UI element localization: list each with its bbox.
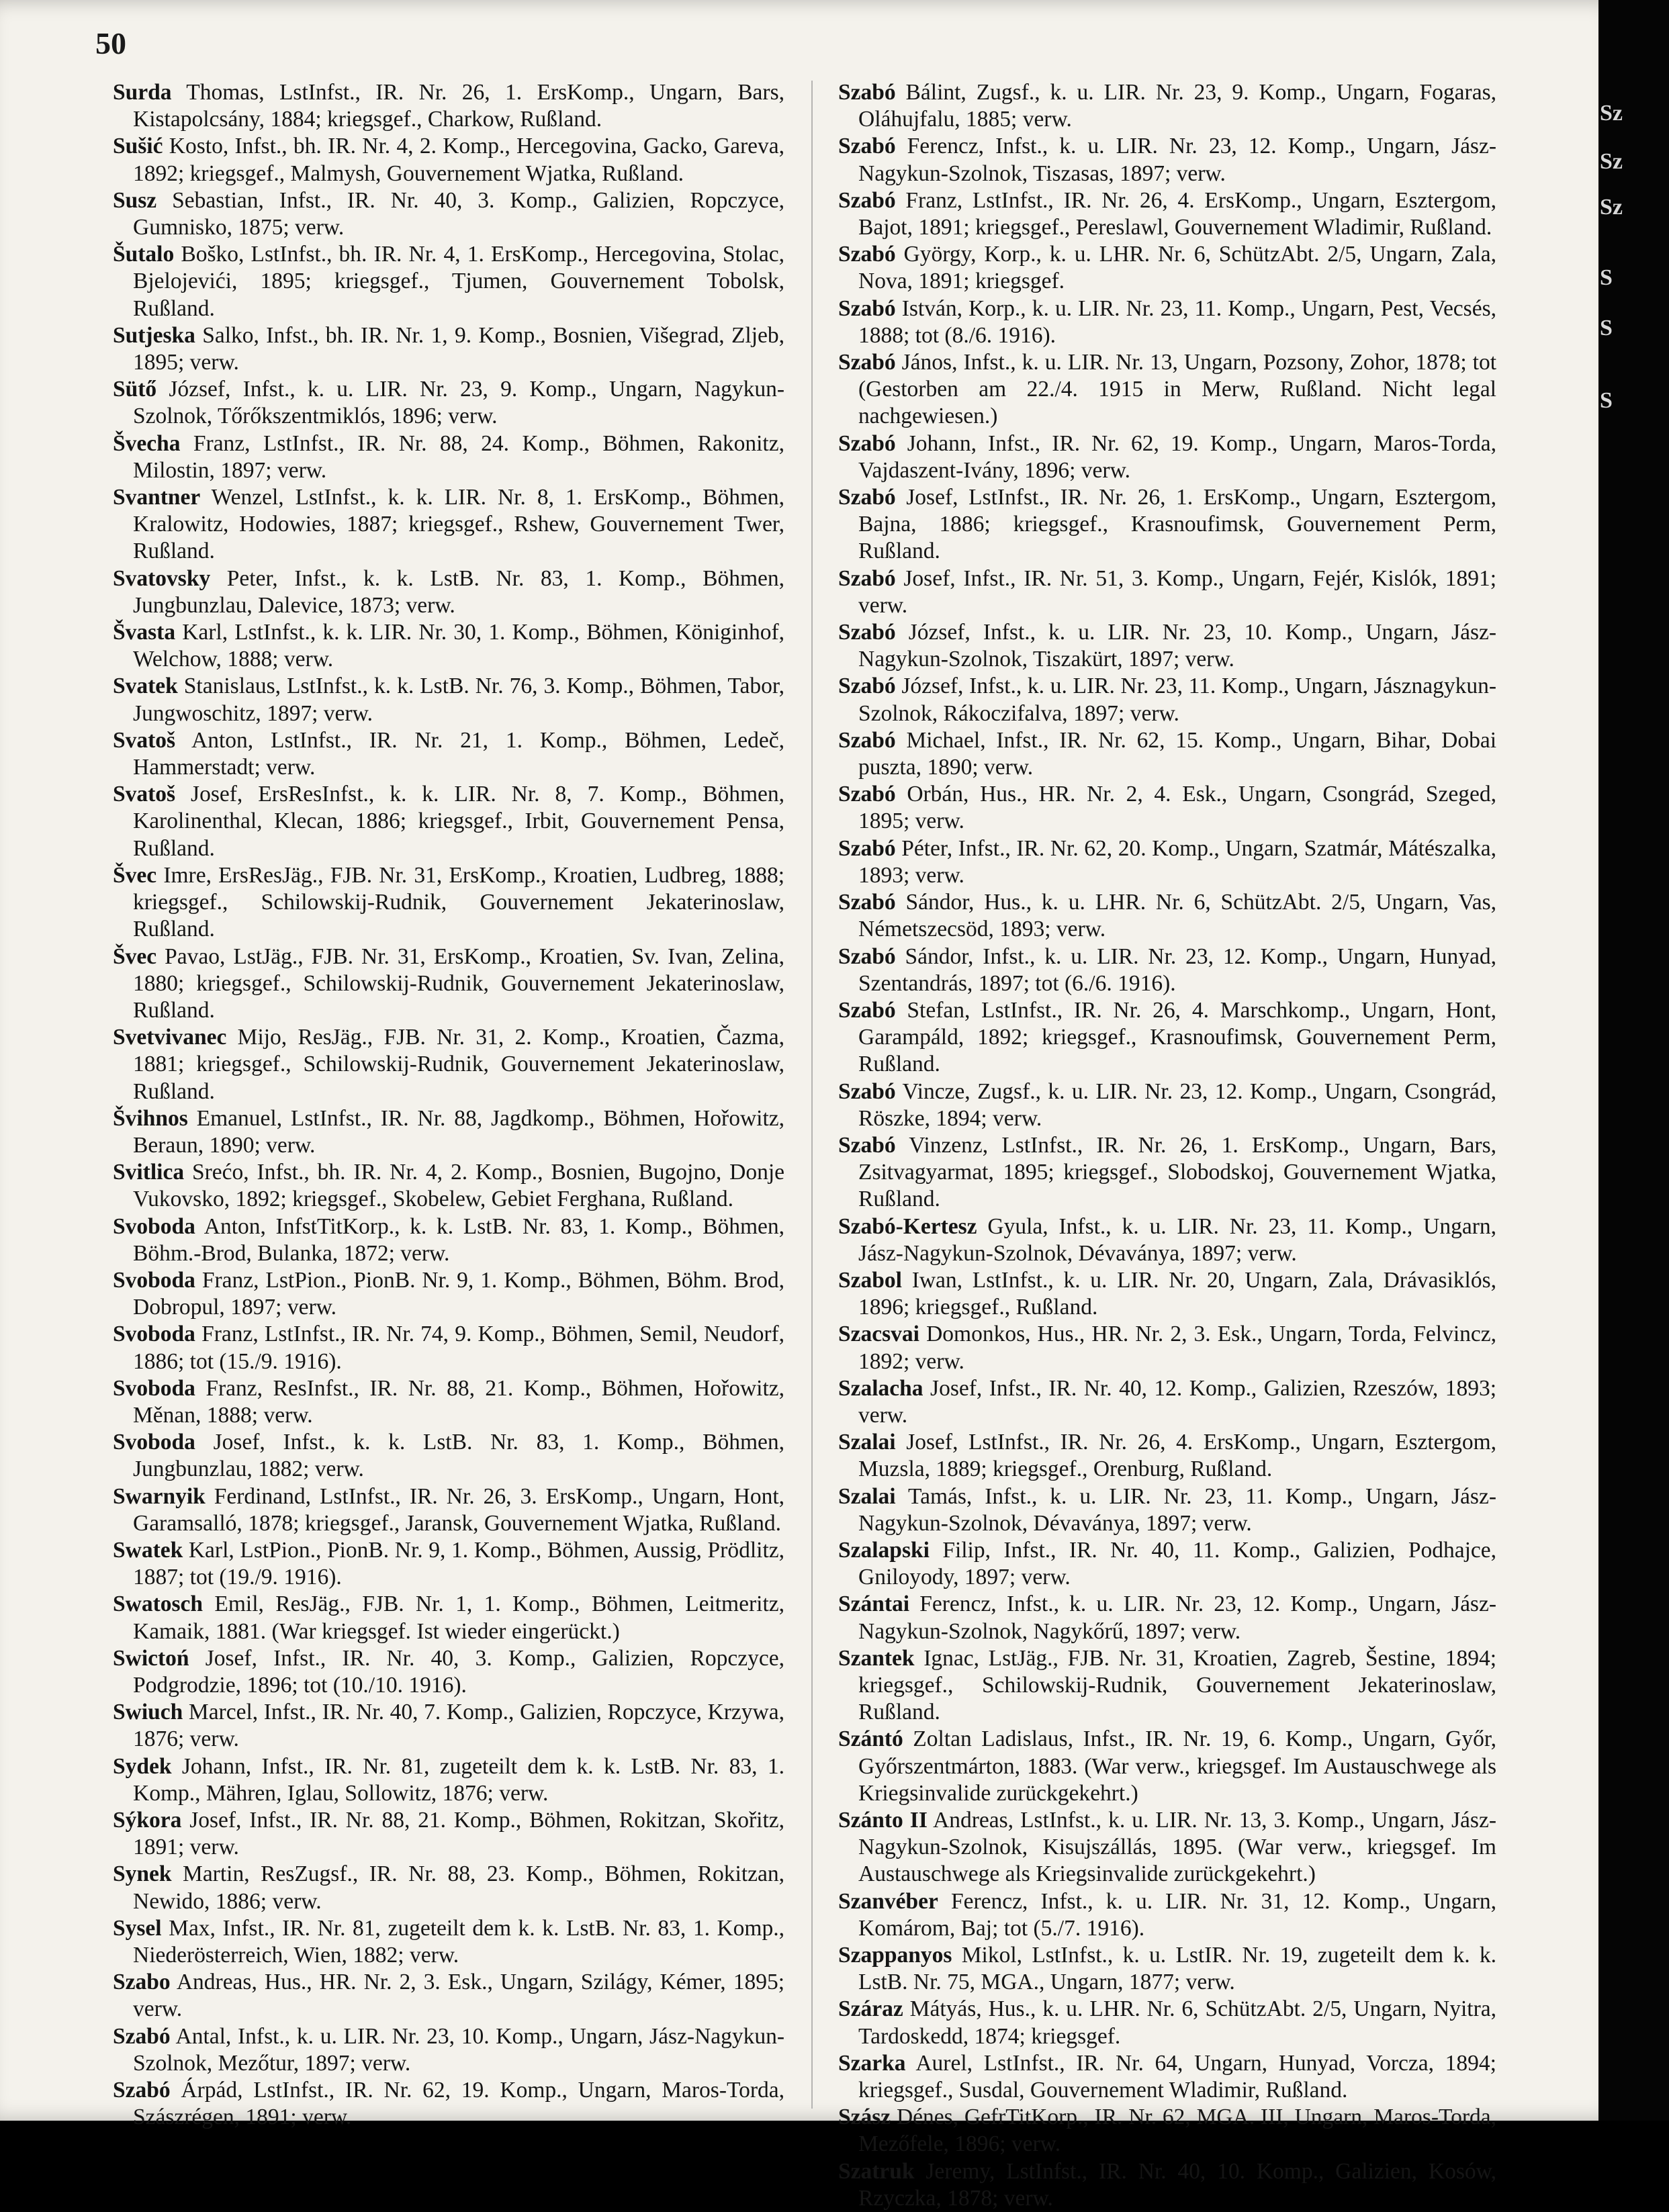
entry-surname: Švecha <box>113 430 181 456</box>
entry-surname: Sýkora <box>113 1808 182 1833</box>
register-entry <box>113 1969 784 2023</box>
register-entry <box>838 997 1496 1078</box>
entry-surname: Šutalo <box>113 242 175 267</box>
entry-surname: Svoboda <box>113 1267 195 1293</box>
register-entry <box>113 862 784 943</box>
entry-surname: Svoboda <box>113 1430 195 1455</box>
margin-fragment: Sz <box>1600 101 1623 126</box>
entry-details: Stefan, LstInfst., IR. Nr. 26, 4. Marschkomp., Ungarn, Hont, Garampáld, 1892; kriegsgef., Krasnoufimsk, Gouvernement Perm, Rußland. <box>858 997 1497 1077</box>
entry-surname: Szabó <box>838 187 896 213</box>
entry-surname: Sušić <box>113 134 163 159</box>
entry-details: József, Infst., k. u. LIR. Nr. 23, 11. Komp., Ungarn, Jásznagykun-Szolnok, Rákoczifalva, 1897; verw. <box>858 674 1497 726</box>
entry-surname: Szabo <box>113 1970 171 1995</box>
entry-details: Karl, LstInfst., k. k. LIR. Nr. 30, 1. Komp., Böhmen, Königinhof, Welchow, 1888; verw. <box>133 620 784 672</box>
entry-surname: Szarka <box>838 2050 906 2076</box>
entry-details: Josef, Infst., k. k. LstB. Nr. 83, 1. Komp., Böhmen, Jungbunzlau, 1882; verw. <box>133 1430 784 1482</box>
margin-fragment: S <box>1600 316 1613 340</box>
entry-details: Boško, LstInfst., bh. IR. Nr. 4, 1. ErsKomp., Hercegovina, Stolac, Bjelojevići, 1895; kriegsgef., Tjumen, Gouvernement Tobolsk, Rußland. <box>133 242 785 321</box>
entry-details: Anton, InfstTitKorp., k. k. LstB. Nr. 83, 1. Komp., Böhmen, Böhm.-Brod, Bulanka, 1872; verw. <box>133 1213 784 1266</box>
entry-details: Andreas, LstInfst., k. u. LIR. Nr. 13, 3. Komp., Ungarn, Jász-Nagykun-Szolnok, Kisujszállás, 1895. (War verw., kriegsgef. Im Austauschwege als Kriegsinvalide zurückgekehrt.) <box>858 1808 1496 1887</box>
register-entry <box>838 943 1496 997</box>
register-entry <box>838 619 1496 673</box>
register-entry <box>838 1078 1496 1132</box>
entry-surname: Szabó <box>838 485 896 510</box>
register-entry <box>838 1537 1496 1591</box>
entry-surname: Szabó <box>838 242 896 267</box>
register-entry <box>113 1807 784 1861</box>
register-entry <box>113 241 784 322</box>
entry-surname: Synek <box>113 1861 172 1887</box>
register-entry <box>113 1645 784 1699</box>
register-entry <box>113 1321 784 1375</box>
register-entry <box>113 1267 784 1321</box>
register-entry <box>838 349 1496 430</box>
entry-surname: Svatek <box>113 674 178 699</box>
entry-surname: Swatek <box>113 1537 183 1563</box>
entry-details: Johann, Infst., IR. Nr. 62, 19. Komp., Ungarn, Maros-Torda, Vajdaszent-Ivány, 1896; verw. <box>858 430 1497 483</box>
left-column <box>113 79 784 2131</box>
entry-details: Franz, ResInfst., IR. Nr. 88, 21. Komp., Böhmen, Hořowitz, Měnan, 1888; verw. <box>133 1375 785 1428</box>
register-entry <box>838 1942 1496 1996</box>
entry-surname: Száraz <box>838 1996 903 2022</box>
entry-details: Ferencz, Infst., k. u. LIR. Nr. 31, 12. Komp., Ungarn, Komárom, Baj; tot (5./7. 1916). <box>858 1888 1496 1941</box>
entry-surname: Szabó <box>838 295 896 321</box>
next-page-margin <box>1598 0 1669 2121</box>
entry-surname: Szabó <box>838 674 896 699</box>
register-entry <box>113 1024 784 1105</box>
entry-details: Vincze, Zugsf., k. u. LIR. Nr. 23, 12. Komp., Ungarn, Csongrád, Röszke, 1894; verw. <box>858 1078 1496 1131</box>
entry-surname: Susz <box>113 187 157 213</box>
entry-details: Franz, LstInfst., IR. Nr. 88, 24. Komp., Böhmen, Rakonitz, Milostin, 1897; verw. <box>133 430 784 483</box>
register-entry <box>838 1321 1496 1375</box>
register-entry <box>838 1375 1496 1429</box>
entry-details: József, Infst., k. u. LIR. Nr. 23, 10. Komp., Ungarn, Jász-Nagykun-Szolnok, Tiszakürt, 1897; verw. <box>858 620 1496 672</box>
entry-surname: Szabó <box>838 727 896 753</box>
entry-surname: Szalai <box>838 1483 896 1509</box>
entry-details: Zoltan Ladislaus, Infst., IR. Nr. 19, 6. Komp., Ungarn, Győr, Győrszentmárton, 1883. (War verw., kriegsgef. Im Austauschwege als Kriegsinvalide zurückgekehrt.) <box>858 1726 1497 1806</box>
entry-details: Sebastian, Infst., IR. Nr. 40, 3. Komp., Galizien, Ropczyce, Gumnisko, 1875; verw. <box>133 187 785 240</box>
register-entry <box>838 2158 1496 2212</box>
register-entry <box>838 241 1496 295</box>
entry-details: Josef, Infst., IR. Nr. 40, 3. Komp., Galizien, Ropczyce, Podgrodzie, 1896; tot (10./10. 1916). <box>133 1645 785 1698</box>
entry-details: Orbán, Hus., HR. Nr. 2, 4. Esk., Ungarn, Csongrád, Szeged, 1895; verw. <box>858 782 1496 834</box>
entry-surname: Svoboda <box>113 1375 195 1401</box>
register-entry <box>113 2023 784 2077</box>
register-entry <box>113 133 784 187</box>
entry-details: György, Korp., k. u. LHR. Nr. 6, SchützAbt. 2/5, Ungarn, Zala, Nova, 1891; kriegsgef. <box>858 242 1496 294</box>
register-entry <box>838 1591 1496 1645</box>
register-entry <box>838 1726 1496 1807</box>
entry-details: Jeremy, LstInfst., IR. Nr. 40, 10. Komp., Galizien, Kosów, Rzyczka, 1878; verw. <box>858 2158 1496 2211</box>
register-entry <box>113 376 784 430</box>
entry-details: Josef, Infst., IR. Nr. 88, 21. Komp., Böhmen, Rokitzan, Skořitz, 1891; verw. <box>133 1808 785 1860</box>
right-column <box>838 79 1496 2212</box>
entry-surname: Sutjeska <box>113 322 195 348</box>
entry-details: Franz, LstInfst., IR. Nr. 74, 9. Komp., Böhmen, Semil, Neudorf, 1886; tot (15./9. 1916). <box>133 1322 785 1374</box>
entry-details: Stanislaus, LstInfst., k. k. LstB. Nr. 76, 3. Komp., Böhmen, Tabor, Jungwoschitz, 1897; verw. <box>133 674 785 726</box>
entry-surname: Szántai <box>838 1592 910 1617</box>
entry-surname: Swatosch <box>113 1592 204 1617</box>
register-entry <box>113 430 784 484</box>
register-entry <box>838 727 1496 781</box>
entry-details: Tamás, Infst., k. u. LIR. Nr. 23, 11. Komp., Ungarn, Jász-Nagykun-Szolnok, Dévaványa, 1897; verw. <box>858 1483 1496 1536</box>
register-entry <box>113 943 784 1025</box>
entry-surname: Svoboda <box>113 1322 195 1347</box>
register-entry <box>113 1483 784 1537</box>
register-entry <box>838 133 1496 187</box>
entry-details: Iwan, LstInfst., k. u. LIR. Nr. 20, Ungarn, Zala, Drávasiklós, 1896; kriegsgef., Rußland. <box>858 1267 1496 1320</box>
register-entry <box>838 889 1496 943</box>
entry-surname: Swictoń <box>113 1645 189 1671</box>
entry-surname: Szabó <box>838 565 896 591</box>
entry-details: Ferencz, Infst., k. u. LIR. Nr. 23, 12. Komp., Ungarn, Jász-Nagykun-Szolnok, Tiszasas, 1897; verw. <box>858 134 1496 186</box>
entry-surname: Surda <box>113 80 172 105</box>
entry-details: Thomas, LstInfst., IR. Nr. 26, 1. ErsKomp., Ungarn, Bars, Kistapolcsány, 1884; kriegsgef., Charkow, Rußland. <box>133 80 784 132</box>
register-entry <box>113 1213 784 1267</box>
entry-details: Vinzenz, LstInfst., IR. Nr. 26, 1. ErsKomp., Ungarn, Bars, Zsitvagyarmat, 1895; kriegsgef., Slobodskoj, Gouvernement Wjatka, Rußland. <box>858 1132 1496 1212</box>
margin-fragment: S <box>1600 388 1613 413</box>
register-entry <box>113 1375 784 1429</box>
entry-surname: Szabó <box>838 620 896 645</box>
entry-details: József, Infst., k. u. LIR. Nr. 23, 9. Komp., Ungarn, Nagykun-Szolnok, Tőrőkszentmiklós, 1896; verw. <box>133 377 784 429</box>
entry-details: Salko, Infst., bh. IR. Nr. 1, 9. Komp., Bosnien, Višegrad, Zljeb, 1895; verw. <box>133 322 785 375</box>
entry-details: Anton, LstInfst., IR. Nr. 21, 1. Komp., Böhmen, Ledeč, Hammerstadt; verw. <box>133 727 784 780</box>
entry-surname: Szabó <box>838 1132 896 1158</box>
entry-surname: Szabó <box>838 430 896 456</box>
register-entry <box>113 1861 784 1915</box>
entry-details: Josef, LstInfst., IR. Nr. 26, 1. ErsKomp., Ungarn, Esztergom, Bajna, 1886; kriegsgef., Krasnoufimsk, Gouvernement Perm, Rußland. <box>858 485 1497 564</box>
entry-surname: Szanvéber <box>838 1888 938 1914</box>
register-entry <box>838 1267 1496 1321</box>
register-entry <box>113 2077 784 2131</box>
entry-surname: Svoboda <box>113 1213 195 1239</box>
register-entry <box>113 1105 784 1159</box>
entry-surname: Szász <box>838 2105 891 2130</box>
entry-details: Franz, LstInfst., IR. Nr. 26, 4. ErsKomp., Ungarn, Esztergom, Bajot, 1891; kriegsgef., Pereslawl, Gouvernement Wladimir, Rußland. <box>858 187 1497 240</box>
register-entry <box>113 1591 784 1645</box>
register-entry <box>838 1645 1496 1726</box>
entry-details: István, Korp., k. u. LIR. Nr. 23, 11. Komp., Ungarn, Pest, Vecsés, 1888; tot (8./6. 1916). <box>858 295 1496 348</box>
entry-details: Emil, ResJäg., FJB. Nr. 1, 1. Komp., Böhmen, Leitmeritz, Kamaik, 1881. (War kriegsgef. Ist wieder eingerückt.) <box>133 1592 785 1644</box>
register-entry <box>113 673 784 727</box>
register-entry <box>838 673 1496 727</box>
entry-details: Josef, ErsResInfst., k. k. LIR. Nr. 8, 7. Komp., Böhmen, Karolinenthal, Klecan, 1886; kriegsgef., Irbit, Gouvernement Pensa, Rußland. <box>133 782 784 861</box>
entry-surname: Svatoš <box>113 782 176 807</box>
entry-details: Srećo, Infst., bh. IR. Nr. 4, 2. Komp., Bosnien, Bugojno, Donje Vukovsko, 1892; kriegsgef., Skobelew, Gebiet Ferghana, Rußland. <box>133 1160 784 1212</box>
entry-details: Árpád, LstInfst., IR. Nr. 62, 19. Komp., Ungarn, Maros-Torda, Szászrégen, 1891; verw. <box>133 2078 784 2130</box>
register-entry <box>113 1915 784 1969</box>
entry-details: Pavao, LstJäg., FJB. Nr. 31, ErsKomp., Kroatien, Sv. Ivan, Zelina, 1880; kriegsgef., Schilowskij-Rudnik, Gouvernement Jekaterinoslaw, Rußland. <box>133 943 784 1023</box>
entry-surname: Sütő <box>113 377 157 402</box>
entry-surname: Svetvivanec <box>113 1025 227 1050</box>
register-entry <box>838 1429 1496 1483</box>
entry-details: Peter, Infst., k. k. LstB. Nr. 83, 1. Komp., Böhmen, Jungbunzlau, Dalevice, 1873; verw. <box>133 565 784 618</box>
register-entry <box>113 781 784 862</box>
register-entry <box>838 2104 1496 2158</box>
entry-surname: Szabó <box>838 890 896 915</box>
entry-details: Sándor, Infst., k. u. LIR. Nr. 23, 12. Komp., Ungarn, Hunyad, Szentandrás, 1897; tot (6./6. 1916). <box>858 943 1496 996</box>
entry-details: Emanuel, LstInfst., IR. Nr. 88, Jagdkomp., Böhmen, Hořowitz, Beraun, 1890; verw. <box>133 1105 784 1158</box>
entry-details: Kosto, Infst., bh. IR. Nr. 4, 2. Komp., Hercegovina, Gacko, Gareva, 1892; kriegsgef., Malmysh, Gouvernement Wjatka, Rußland. <box>133 134 784 186</box>
entry-details: Marcel, Infst., IR. Nr. 40, 7. Komp., Galizien, Ropczyce, Krzywa, 1876; verw. <box>133 1700 784 1752</box>
entry-details: Gyula, Infst., k. u. LIR. Nr. 23, 11. Komp., Ungarn, Jász-Nagykun-Szolnok, Dévaványa, 1897; verw. <box>858 1213 1497 1266</box>
register-entry <box>113 484 784 565</box>
register-entry <box>838 2050 1496 2104</box>
entry-surname: Sysel <box>113 1915 162 1941</box>
entry-surname: Švasta <box>113 620 176 645</box>
entry-surname: Szacsvai <box>838 1322 919 1347</box>
register-entry <box>113 565 784 619</box>
entry-details: Franz, LstPion., PionB. Nr. 9, 1. Komp., Böhmen, Böhm. Brod, Dobropul, 1897; verw. <box>133 1267 785 1320</box>
entry-details: Josef, LstInfst., IR. Nr. 26, 4. ErsKomp., Ungarn, Esztergom, Muzsla, 1889; kriegsgef., Orenburg, Rußland. <box>858 1430 1497 1482</box>
entry-details: Martin, ResZugsf., IR. Nr. 88, 23. Komp., Böhmen, Rokitzan, Newido, 1886; verw. <box>133 1861 784 1914</box>
page-number: 50 <box>95 26 126 60</box>
register-entry <box>113 1429 784 1483</box>
entry-details: Sándor, Hus., k. u. LHR. Nr. 6, SchützAbt. 2/5, Ungarn, Vas, Németszecsöd, 1893; verw. <box>858 890 1496 942</box>
register-entry <box>113 1699 784 1753</box>
entry-surname: Szabó <box>838 782 896 807</box>
register-entry <box>838 565 1496 619</box>
entry-details: Aurel, LstInfst., IR. Nr. 64, Ungarn, Hunyad, Vorcza, 1894; kriegsgef., Susdal, Gouvernement Wladimir, Rußland. <box>858 2050 1496 2103</box>
register-entry <box>838 835 1496 889</box>
register-entry <box>838 295 1496 349</box>
entry-details: Josef, Infst., IR. Nr. 40, 12. Komp., Galizien, Rzeszów, 1893; verw. <box>858 1375 1496 1428</box>
entry-details: Filip, Infst., IR. Nr. 40, 11. Komp., Galizien, Podhajce, Gniloyody, 1897; verw. <box>858 1537 1497 1590</box>
entry-details: Imre, ErsResJäg., FJB. Nr. 31, ErsKomp., Kroatien, Ludbreg, 1888; kriegsgef., Schilowskij-Rudnik, Gouvernement Jekaterinoslaw, Rußland. <box>133 862 785 942</box>
entry-surname: Szabó <box>838 80 896 105</box>
register-entry <box>113 79 784 133</box>
register-entry <box>838 430 1496 484</box>
entry-surname: Svitlica <box>113 1160 185 1185</box>
entry-surname: Szántó <box>838 1726 903 1752</box>
register-entry <box>113 1159 784 1213</box>
entry-surname: Szantek <box>838 1645 915 1671</box>
entry-details: Domonkos, Hus., HR. Nr. 2, 3. Esk., Ungarn, Torda, Felvincz, 1892; verw. <box>858 1322 1497 1374</box>
entry-details: Ferdinand, LstInfst., IR. Nr. 26, 3. ErsKomp., Ungarn, Hont, Garamsalló, 1878; kriegsgef., Jaransk, Gouvernement Wjatka, Rußland. <box>133 1483 785 1536</box>
margin-fragment: Sz <box>1600 149 1623 174</box>
entry-details: Andreas, Hus., HR. Nr. 2, 3. Esk., Ungarn, Szilágy, Kémer, 1895; verw. <box>133 1970 785 2022</box>
entry-surname: Szalacha <box>838 1375 923 1401</box>
entry-surname: Szappanyos <box>838 1943 952 1968</box>
register-entry <box>838 484 1496 565</box>
entry-surname: Szabó <box>838 134 896 159</box>
margin-fragment: S <box>1600 265 1613 290</box>
register-entry <box>838 1807 1496 1888</box>
register-entry <box>113 727 784 781</box>
register-entry <box>838 1888 1496 1942</box>
entry-surname: Szabó <box>838 943 896 969</box>
entry-details: Dénes, GefrTitKorp., IR. Nr. 62, MGA. III, Ungarn, Maros-Torda, Mezőfele, 1896; verw. <box>858 2105 1496 2157</box>
entry-surname: Szabó <box>113 2023 171 2049</box>
register-entry <box>113 1753 784 1807</box>
entry-surname: Szabó-Kertesz <box>838 1213 977 1239</box>
entry-surname: Szabol <box>838 1267 902 1293</box>
entry-details: Karl, LstPion., PionB. Nr. 9, 1. Komp., Böhmen, Aussig, Prödlitz, 1887; tot (19./9. 1916). <box>133 1537 784 1590</box>
margin-fragment: Sz <box>1600 195 1623 220</box>
entry-details: Michael, Infst., IR. Nr. 62, 15. Komp., Ungarn, Bihar, Dobai puszta, 1890; verw. <box>858 727 1496 780</box>
entry-details: Mikol, LstInfst., k. u. LstIR. Nr. 19, zugeteilt dem k. k. LstB. Nr. 75, MGA., Ungarn, 1877; verw. <box>858 1943 1497 1995</box>
register-entry <box>838 79 1496 133</box>
entry-surname: Szatruk <box>838 2158 915 2184</box>
register-entry <box>838 1213 1496 1267</box>
register-entry <box>113 322 784 376</box>
entry-details: Johann, Infst., IR. Nr. 81, zugeteilt dem k. k. LstB. Nr. 83, 1. Komp., Mähren, Iglau, Sollowitz, 1876; verw. <box>133 1753 785 1806</box>
entry-surname: Svatoš <box>113 727 176 753</box>
entry-details: Mátyás, Hus., k. u. LHR. Nr. 6, SchützAbt. 2/5, Ungarn, Nyitra, Tardoskedd, 1874; kriegsgef. <box>858 1996 1496 2049</box>
entry-details: Péter, Infst., IR. Nr. 62, 20. Komp., Ungarn, Szatmár, Mátészalka, 1893; verw. <box>858 835 1496 888</box>
entry-surname: Szalai <box>838 1430 896 1455</box>
register-entry <box>113 187 784 241</box>
entry-surname: Swarnyik <box>113 1483 206 1509</box>
register-entry <box>113 1537 784 1591</box>
entry-surname: Szabó <box>838 835 896 861</box>
entry-details: Wenzel, LstInfst., k. k. LIR. Nr. 8, 1. ErsKomp., Böhmen, Kralowitz, Hodowies, 1887; kriegsgef., Rshew, Gouvernement Twer, Rußland. <box>133 485 784 564</box>
entry-surname: Szabó <box>838 997 896 1023</box>
entry-surname: Svantner <box>113 485 201 510</box>
entry-surname: Švec <box>113 943 157 969</box>
register-entry <box>838 1132 1496 1213</box>
register-entry <box>838 781 1496 835</box>
entry-details: Ignac, LstJäg., FJB. Nr. 31, Kroatien, Zagreb, Šestine, 1894; kriegsgef., Schilowskij-Rudnik, Gouvernement Jekaterinoslaw, Rußland. <box>858 1645 1497 1725</box>
entry-surname: Szánto II <box>838 1808 928 1833</box>
entry-surname: Szabó <box>838 1078 896 1104</box>
entry-details: Ferencz, Infst., k. u. LIR. Nr. 23, 12. Komp., Ungarn, Jász-Nagykun-Szolnok, Nagykőrű, 1897; verw. <box>858 1592 1496 1644</box>
entry-details: Josef, Infst., IR. Nr. 51, 3. Komp., Ungarn, Fejér, Kislók, 1891; verw. <box>858 565 1496 618</box>
entry-details: Antal, Infst., k. u. LIR. Nr. 23, 10. Komp., Ungarn, Jász-Nagykun-Szolnok, Mezőtur, 1897; verw. <box>133 2023 784 2076</box>
entry-surname: Švec <box>113 862 157 888</box>
register-entry <box>838 187 1496 241</box>
entry-surname: Swiuch <box>113 1700 183 1725</box>
entry-details: Mijo, ResJäg., FJB. Nr. 31, 2. Komp., Kroatien, Čazma, 1881; kriegsgef., Schilowskij-Rudnik, Gouvernement Jekaterinoslaw, Rußland. <box>133 1025 785 1104</box>
entry-details: János, Infst., k. u. LIR. Nr. 13, Ungarn, Pozsony, Zohor, 1878; tot (Gestorben am 22./4. 1915 in Merw, Rußland. Nicht legal nachgewiesen.) <box>858 350 1497 429</box>
entry-surname: Švihnos <box>113 1105 188 1131</box>
entry-surname: Szabó <box>113 2078 171 2103</box>
entry-surname: Szabó <box>838 350 896 375</box>
entry-surname: Sydek <box>113 1753 172 1779</box>
entry-surname: Szalapski <box>838 1537 930 1563</box>
column-divider <box>811 81 813 2109</box>
entry-details: Bálint, Zugsf., k. u. LIR. Nr. 23, 9. Komp., Ungarn, Fogaras, Oláhujfalu, 1885; verw. <box>858 80 1496 132</box>
register-entry <box>838 1483 1496 1537</box>
register-entry <box>838 1996 1496 2049</box>
entry-details: Max, Infst., IR. Nr. 81, zugeteilt dem k. k. LstB. Nr. 83, 1. Komp., Niederösterreich, Wien, 1882; verw. <box>133 1915 784 1968</box>
entry-surname: Svatovsky <box>113 565 211 591</box>
register-entry <box>113 619 784 673</box>
